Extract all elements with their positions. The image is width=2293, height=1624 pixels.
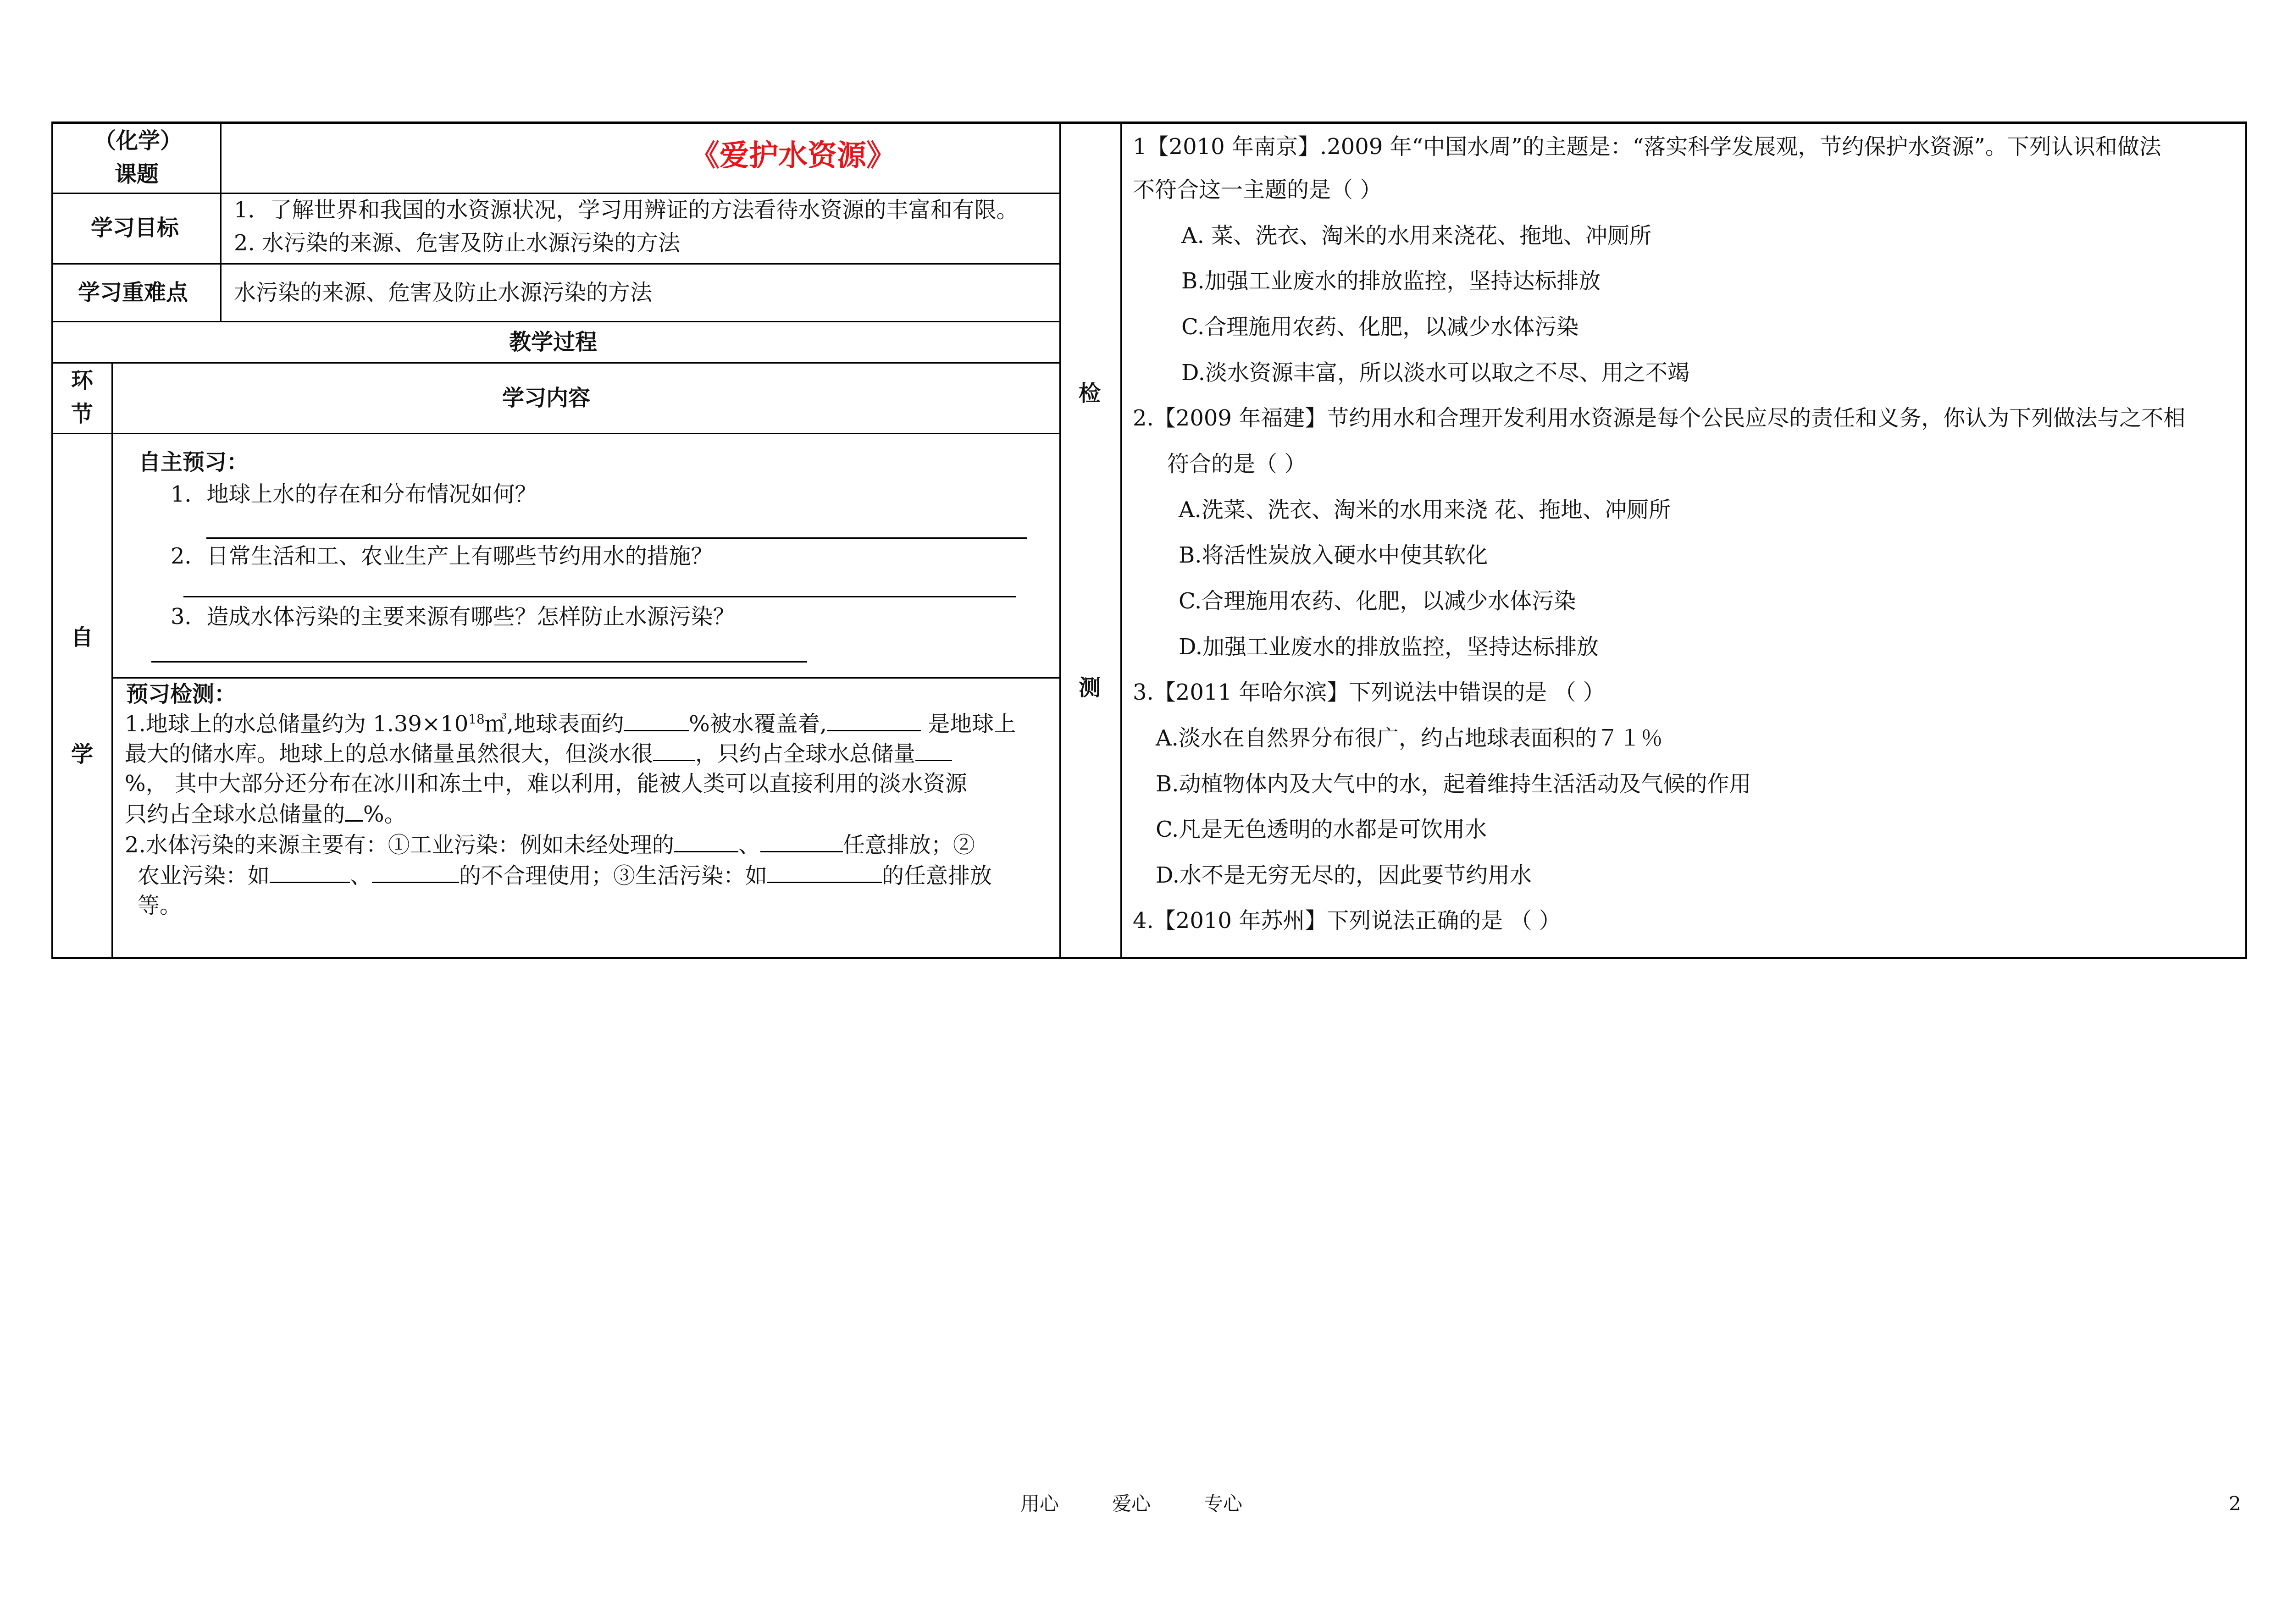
row-divider-5: [51, 433, 1060, 434]
pre-check-p1-c: %被水覆盖着,: [689, 711, 827, 737]
answer-line-1: [206, 537, 1027, 539]
table-right-border: [2245, 122, 2247, 959]
subject-label: （化学）: [94, 128, 183, 154]
check-label-jian: 检: [1079, 381, 1101, 406]
self-study-heading: 自主预习：: [138, 449, 249, 475]
pre-check-p1-a: 1.地球上的水总储量约为 1.39×10: [125, 711, 469, 737]
blank-freshwater-share[interactable]: [915, 740, 952, 761]
blank-largest-reservoir[interactable]: [827, 710, 921, 731]
stage-zi: 自: [71, 624, 94, 650]
row-divider-1: [51, 193, 1060, 194]
pre-check-p6-b: 、: [350, 863, 372, 889]
table-top-border: [51, 122, 2247, 124]
blank-domestic[interactable]: [767, 862, 882, 883]
check-q2-option-a: A.洗菜、洗衣、淘米的水用来浇 花、拖地、冲厕所: [1179, 497, 1671, 523]
pre-check-p5-c: 任意排放；②: [842, 832, 975, 858]
check-q1-option-d: D.淡水资源丰富，所以淡水可以取之不尽、用之不竭: [1181, 360, 1690, 386]
process-title: 教学过程: [509, 329, 598, 355]
check-q1-option-a: A. 菜、洗衣、淘米的水用来浇花、拖地、冲厕所: [1181, 223, 1652, 249]
self-study-q2: 2．日常生活和工、农业生产上有哪些节约用水的措施？: [171, 543, 713, 569]
answer-line-2: [183, 596, 1016, 597]
objective-item-2: 2. 水污染的来源、危害及防止水源污染的方法: [234, 230, 681, 256]
blank-agricultural-2[interactable]: [372, 862, 459, 883]
blank-industrial-1[interactable]: [674, 831, 738, 852]
blank-industrial-2[interactable]: [760, 831, 843, 852]
pre-check-p6-c: 的不合理使用；③生活污染：如: [459, 863, 768, 889]
pre-check-p1-b: ,地球表面约: [506, 711, 624, 737]
check-q3-option-d: D.水不是无穷无尽的，因此要节约用水: [1156, 862, 1532, 888]
pre-check-p5-a: 2.水体污染的来源主要有：①工业污染：例如未经处理的: [125, 832, 674, 858]
check-label-ce: 测: [1079, 675, 1101, 701]
pre-check-p6-a: 农业污染：如: [138, 863, 270, 889]
pre-check-line-2: [125, 740, 952, 768]
blank-agricultural-1[interactable]: [270, 862, 350, 883]
check-q2-line2: 符合的是（ ）: [1167, 451, 1307, 477]
blank-freshwater[interactable]: [653, 740, 695, 761]
stage-column-divider: [111, 362, 113, 958]
self-study-q3: 3．造成水体污染的主要来源有哪些？怎样防止水源污染？: [171, 604, 735, 630]
pre-check-p2-b: ，只约占全球水总储量: [695, 741, 916, 767]
check-q2-option-c: C.合理施用农药、化肥，以减少水体污染: [1179, 588, 1576, 614]
topic-label: 课题: [115, 161, 159, 187]
check-q2-option-d: D.加强工业废水的排放监控，坚持达标排放: [1179, 634, 1599, 660]
pre-check-line-1: [125, 710, 1016, 738]
table-left-border: [51, 122, 53, 959]
footer-word-2: 爱心: [1112, 1492, 1151, 1515]
pre-check-p7-a: 等。: [138, 893, 182, 918]
objectives-label: 学习目标: [91, 215, 179, 241]
row-divider-2: [51, 263, 1060, 265]
check-q2-option-b: B.将活性炭放入硬水中使其软化: [1179, 542, 1488, 568]
self-study-q1: 1．地球上水的存在和分布情况如何？: [171, 481, 537, 507]
pre-check-line-5: [125, 831, 975, 859]
row-divider-3: [51, 321, 1060, 322]
content-header: 学习内容: [502, 385, 591, 411]
check-label-column-border: [1120, 122, 1122, 959]
row-divider-4: [51, 362, 1060, 364]
row-divider-6: [111, 677, 1060, 679]
pre-check-heading: 预习检测：: [126, 681, 237, 707]
objective-item-1: 1．了解世界和我国的水资源状况，学习用辨证的方法看待水资源的丰富和有限。: [234, 197, 1019, 223]
answer-line-3: [151, 661, 807, 663]
page-number: 2: [2229, 1492, 2241, 1515]
check-q2-line1: 2.【2009 年福建】节约用水和合理开发利用水资源是每个公民应尽的责任和义务，你认为下列做法与之不相: [1133, 405, 2186, 431]
check-q3-option-c: C.凡是无色透明的水都是可饮用水: [1156, 817, 1487, 842]
left-panel-right-border: [1059, 122, 1061, 959]
label-column-divider: [220, 122, 222, 321]
footer-word-1: 用心: [1020, 1492, 1059, 1515]
check-q4-line1: 4.【2010 年苏州】下列说法正确的是 （ ）: [1133, 908, 1561, 934]
key-points-text: 水污染的来源、危害及防止水源污染的方法: [234, 280, 653, 305]
pre-check-line-7: [138, 892, 182, 919]
pre-check-line-4: [125, 800, 406, 828]
check-q1-option-b: B.加强工业废水的排放监控，坚持达标排放: [1181, 268, 1601, 294]
stage-header-2: 节: [71, 401, 94, 427]
check-q1-option-c: C.合理施用农药、化肥，以减少水体污染: [1181, 314, 1579, 340]
page-title: 《爱护水资源》: [690, 138, 896, 173]
pre-check-line-6: [138, 862, 992, 889]
pre-check-p3-a: %， 其中大部分还分布在冰川和冻土中，难以利用，能被人类可以直接利用的淡水资源: [125, 771, 967, 796]
pre-check-p1-unit: ㎥: [484, 711, 507, 737]
footer-word-3: 专心: [1204, 1492, 1243, 1515]
pre-check-line-3: [125, 770, 967, 797]
pre-check-p2-a: 最大的储水库。地球上的总水储量虽然很大，但淡水很: [125, 741, 654, 767]
check-q3-line1: 3.【2011 年哈尔滨】下列说法中错误的是 （ ）: [1133, 679, 1605, 705]
blank-usable-share[interactable]: [345, 800, 363, 822]
pre-check-p1-d: 是地球上: [921, 711, 1016, 737]
pre-check-p4-b: %。: [363, 801, 406, 827]
pre-check-p4-a: 只约占全球水总储量的: [125, 801, 345, 827]
check-q1-line1: 1【2010 年南京】.2009 年“中国水周”的主题是：“落实科学发展观，节约保护水资源”。下列认识和做法: [1133, 134, 2161, 160]
stage-header-1: 环: [71, 368, 94, 393]
table-bottom-border: [51, 957, 2247, 959]
blank-coverage[interactable]: [624, 710, 689, 731]
key-points-label: 学习重难点: [78, 280, 188, 305]
pre-check-p6-d: 的任意排放: [882, 863, 992, 889]
pre-check-p5-b: 、: [738, 832, 760, 858]
stage-xue: 学: [71, 741, 94, 767]
check-q3-option-a: A.淡水在自然界分布很广，约占地球表面积的７１％: [1156, 725, 1663, 751]
pre-check-p1-sup: 18: [468, 712, 485, 727]
check-q3-option-b: B.动植物体内及大气中的水，起着维持生活活动及气候的作用: [1156, 771, 1751, 797]
check-q1-line2: 不符合这一主题的是（ ）: [1133, 177, 1382, 203]
